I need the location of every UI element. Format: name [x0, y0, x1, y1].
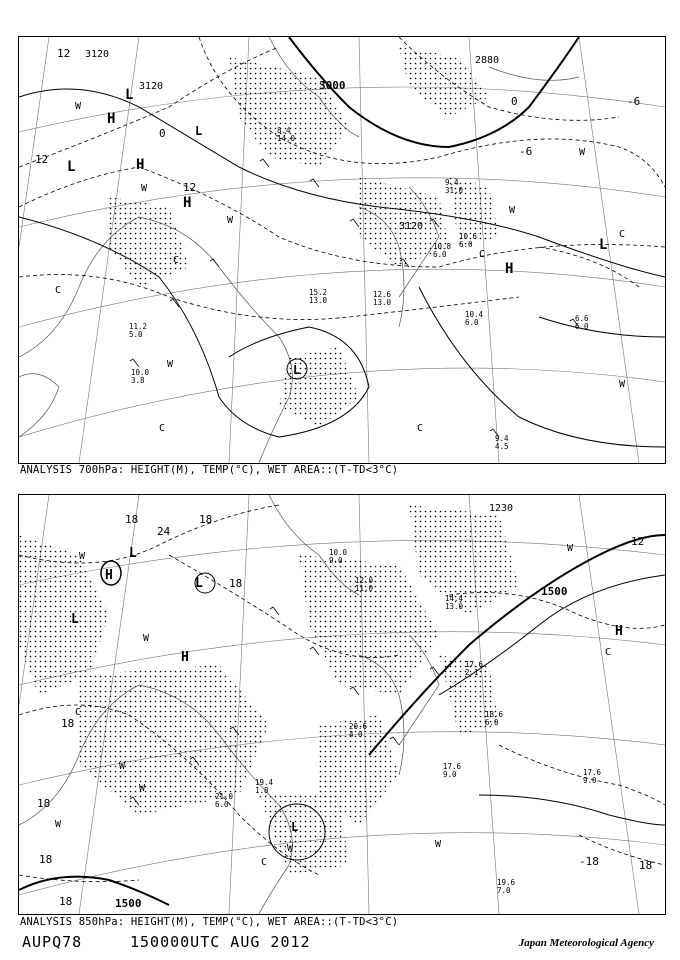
station-value: 3.8 [131, 376, 145, 385]
station-value: 9.4 [445, 178, 459, 187]
pressure-center-label: H [181, 650, 189, 665]
pressure-center-label: L [71, 612, 79, 627]
isotherm-label: 12 [183, 181, 197, 194]
isotherm-label: 18 [39, 853, 53, 866]
caption-850hpa: ANALYSIS 850hPa: HEIGHT(M), TEMP(°C), WET AREA::(T-TD<3°C) [20, 916, 399, 928]
station-value: 6.0 [465, 318, 479, 327]
cold-marker: C [479, 249, 486, 260]
station-value: 2.1 [465, 668, 479, 677]
isotherm-label: 18 [59, 895, 73, 908]
station-value: 20.6 [349, 722, 368, 731]
cold-marker: C [159, 423, 166, 434]
station-value: 9.0 [443, 770, 457, 779]
station-value: 13.0 [309, 296, 328, 305]
cold-marker: C [173, 255, 180, 266]
warm-marker: W [119, 761, 126, 772]
warm-marker: W [287, 843, 294, 854]
pressure-center-label: H [615, 624, 623, 639]
station-value: 9.0 [583, 776, 597, 785]
wet-area-shading [19, 505, 519, 875]
station-value: 12.6 [373, 290, 392, 299]
station-value: 9.0 [329, 556, 343, 565]
height-label: 1500 [541, 585, 568, 598]
cold-marker: C [619, 229, 626, 240]
station-value: 14.4 [445, 594, 464, 603]
caption-700hpa: ANALYSIS 700hPa: HEIGHT(M), TEMP(°C), WET AREA::(T-TD<3°C) [20, 464, 399, 476]
station-value: 21.0 [215, 792, 234, 801]
pressure-center-label: H [105, 568, 113, 583]
station-value: 9.4 [495, 434, 509, 443]
station-value: 6.6 [575, 314, 589, 323]
warm-marker: W [579, 147, 586, 158]
height-label: 3120 [85, 49, 110, 60]
station-value: 11.0 [355, 584, 374, 593]
pressure-center-label: H [136, 157, 145, 173]
station-value: 17.6 [443, 762, 462, 771]
station-value: 6.0 [433, 250, 447, 259]
station-value: 13.0 [445, 602, 464, 611]
height-label: 1500 [115, 897, 142, 910]
pressure-center-label: L [67, 159, 76, 175]
isotherm-label: 18 [199, 513, 213, 526]
station-value: 6.0 [459, 240, 473, 249]
isotherm-label: 18 [639, 859, 653, 872]
cold-marker: C [75, 707, 82, 718]
cold-marker: C [261, 857, 268, 868]
cold-marker: C [55, 285, 62, 296]
pressure-center-label: L [129, 546, 137, 561]
isotherm-label: -6 [627, 95, 641, 108]
pressure-center-label: H [107, 111, 116, 127]
height-label: 1230 [489, 503, 514, 514]
warm-marker: W [55, 819, 62, 830]
station-value: 14.0 [277, 134, 296, 143]
isotherm-label: 0 [511, 95, 518, 108]
station-value: 7.0 [497, 886, 511, 895]
pressure-center-label: L [293, 363, 301, 377]
station-value: 8.4 [277, 126, 291, 135]
pressure-center-label: L [291, 820, 299, 834]
station-value: 19.4 [255, 778, 274, 787]
agency-credit: Japan Meteorological Agency [518, 937, 654, 949]
station-value: 31.0 [445, 186, 464, 195]
station-value: 4.0 [349, 730, 363, 739]
warm-marker: W [227, 215, 234, 226]
pressure-center-label: L [195, 576, 203, 591]
map-850hpa-canvas [19, 495, 665, 914]
pressure-center-label: H [505, 261, 514, 277]
isotherm-label: 18 [61, 717, 75, 730]
station-value: 13.0 [373, 298, 392, 307]
analysis-700hpa-map [18, 36, 666, 464]
warm-marker: W [167, 359, 174, 370]
station-value: 17.6 [465, 660, 484, 669]
station-value: 17.6 [583, 768, 602, 777]
height-label: 2880 [475, 55, 500, 66]
warm-marker: W [435, 839, 442, 850]
warm-marker: W [567, 543, 574, 554]
station-value: 6.0 [215, 800, 229, 809]
isotherm-label: 18 [37, 797, 51, 810]
station-value: 10.0 [131, 368, 150, 377]
cold-marker: C [417, 423, 424, 434]
pressure-center-label: H [183, 195, 192, 211]
isotherm-label: 0 [159, 127, 166, 140]
station-value: 11.2 [129, 322, 148, 331]
warm-marker: W [75, 101, 82, 112]
station-value: 4.5 [495, 442, 509, 451]
station-value: 1.8 [255, 786, 269, 795]
height-label: 3000 [319, 79, 346, 92]
isotherm-label: 12 [631, 535, 645, 548]
isotherm-label: 24 [157, 525, 171, 538]
warm-marker: W [79, 551, 86, 562]
station-value: 19.6 [497, 878, 516, 887]
station-value: 12.0 [355, 576, 374, 585]
pressure-center-label: L [599, 237, 608, 253]
station-value: 10.4 [465, 310, 484, 319]
station-value: 6.0 [485, 718, 499, 727]
warm-marker: W [619, 379, 626, 390]
station-value: 10.8 [433, 242, 452, 251]
station-value: 18.6 [485, 710, 504, 719]
analysis-850hpa-map [18, 494, 666, 915]
isotherm-label: 18 [229, 577, 243, 590]
valid-time: 150000UTC AUG 2012 [130, 933, 311, 951]
warm-marker: W [139, 783, 146, 794]
station-value: 6.0 [575, 322, 589, 331]
cold-marker: C [605, 647, 612, 658]
station-value: 15.2 [309, 288, 328, 297]
station-value: 5.0 [129, 330, 143, 339]
isotherm-label: 12 [35, 153, 49, 166]
map-700hpa-canvas [19, 37, 665, 463]
station-value: 10.0 [329, 548, 348, 557]
isotherm-label: 12 [57, 47, 71, 60]
warm-marker: W [509, 205, 516, 216]
isotherm-label: -6 [519, 145, 533, 158]
chart-code: AUPQ78 [22, 933, 83, 951]
pressure-center-label: L [195, 124, 203, 138]
warm-marker: W [143, 633, 150, 644]
height-label: 3120 [399, 221, 424, 232]
isotherm-label: -18 [579, 855, 599, 868]
isotherm-label: 18 [125, 513, 139, 526]
station-value: 10.6 [459, 232, 478, 241]
height-label: 3120 [139, 81, 164, 92]
pressure-center-label: L [125, 87, 134, 103]
warm-marker: W [141, 183, 148, 194]
